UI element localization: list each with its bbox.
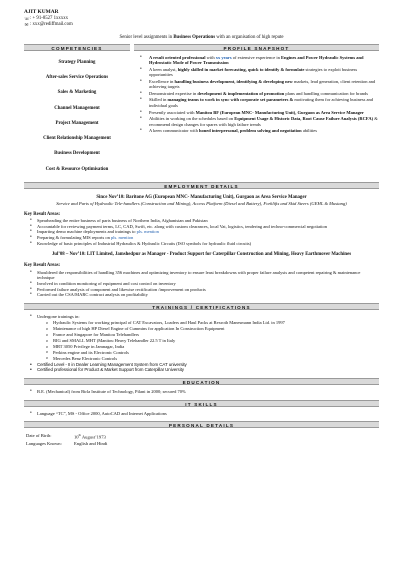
training-item bbox=[30, 314, 379, 361]
profile-bold: managing teams to work in sync with corporate set parameters & bbox=[167, 97, 294, 103]
dob-value bbox=[74, 433, 106, 441]
trainings-heading: TRAININGS / CERTIFICATIONS bbox=[24, 303, 379, 310]
profile-bold: Engines and Power Hydraulic Systems and Hydrostatic Mode of Power Transmission bbox=[149, 54, 364, 66]
profile-item bbox=[140, 116, 379, 127]
job1-kra-list bbox=[24, 218, 379, 246]
kra-text: Accountable for reviewing payment terms, LC, CAD, Swift, etc. along with custom clearances, local Vat, logistics, tendering and techno-commercial negotiation bbox=[37, 223, 327, 229]
personal-heading: PERSONAL DETAILS bbox=[24, 421, 379, 428]
email-line bbox=[24, 22, 379, 28]
job2-kra-label: Key Result Areas: bbox=[24, 263, 61, 269]
kra-text: Knowledge of basic principles of Industrial Hydraulics & Hydraulic Circuits (ISO symbols for hydraulic fluid circuits) bbox=[37, 240, 252, 246]
job1-subtitle: Service and Parts of Hydraulic Tele-handlers (Construction and Mining), Access Platform (Diesel and Battery), Forklifts and Skid Steers (GEHL & Mustang) bbox=[56, 201, 347, 207]
job1-kra-label: Key Result Areas: bbox=[24, 211, 61, 217]
profile-bold: development & implementation of promotion bbox=[197, 90, 285, 96]
objective-suffix: with an organisation of high repute bbox=[215, 34, 284, 40]
profile-text: Abilities in working on the schedules based on bbox=[149, 116, 235, 122]
education-heading: EDUCATION bbox=[24, 378, 379, 385]
training-subitem: o BIG and SMALL MHT (Manitou Heavy Telehandler 22.5 T in Italy bbox=[46, 338, 379, 344]
dob-month-year: August’1973 bbox=[80, 434, 106, 440]
employment-heading: EMPLOYMENT DETAILS bbox=[24, 182, 379, 189]
dob-day: 10 bbox=[74, 434, 79, 440]
training-intro: Undergone trainings in: bbox=[37, 314, 80, 320]
career-objective bbox=[24, 35, 379, 41]
kra-item: • Shouldered the responsibilities of handling 356 machines and optimizing inventory to ensure least breakdowns with proper failure analysis and competent repairing & maintenance technique bbox=[30, 270, 379, 281]
profile-text: & recommend design changes for spares with high failure trends bbox=[149, 116, 378, 127]
profile-bold: honed interpersonal, problem solving and negotiation bbox=[199, 128, 302, 134]
job2-kra-list bbox=[24, 270, 379, 298]
profile-text: Skilled in bbox=[149, 97, 168, 103]
competencies-heading: COMPETENCIES bbox=[24, 44, 130, 51]
objective-prefix: Senior level assignments in bbox=[119, 34, 174, 40]
profile-text: motivating them for achieving business and individual goals bbox=[149, 97, 373, 108]
profile-text: Demonstrated expertise in bbox=[149, 90, 198, 96]
competencies-column bbox=[24, 44, 130, 177]
competency-item: Business Development bbox=[54, 151, 100, 157]
kra-text: Imparting demo machine deployments and trainings to bbox=[37, 229, 137, 235]
competency-item: Sales & Marketing bbox=[57, 90, 97, 96]
objective-highlight: Business Operations bbox=[173, 34, 216, 40]
profile-item bbox=[140, 97, 379, 108]
profile-item bbox=[140, 79, 379, 90]
competency-item: After-sales Service Operations bbox=[45, 75, 109, 80]
training-subitem: o MRT 3050 Privilege in Jamnagar, India bbox=[46, 344, 379, 350]
training-subitem: o Maintenance of high HP Diesel Engine of Cummins for application In Construction Equipment bbox=[46, 326, 379, 332]
profile-text: A keen analyst, bbox=[149, 66, 178, 72]
profile-heading: PROFILE SNAPSHOT bbox=[134, 44, 379, 51]
training-sublist bbox=[37, 320, 379, 362]
dob-row bbox=[26, 433, 379, 441]
kra-item bbox=[30, 241, 379, 247]
profile-item bbox=[140, 55, 379, 66]
languages-label: Languages Known: bbox=[26, 441, 62, 447]
kra-accent: pls. mention bbox=[136, 229, 159, 235]
profile-text: of extensive experience in bbox=[231, 54, 281, 60]
profile-list bbox=[134, 51, 379, 134]
kra-item: • Carried out the CSA/MARC contract analysis on profitability bbox=[30, 292, 379, 298]
profile-text: A keen communicator with bbox=[149, 128, 199, 134]
profile-bold: A result oriented professional bbox=[149, 54, 206, 60]
competency-item: Strategy Planning bbox=[58, 59, 96, 65]
kra-text: Spearheading the entire business of parts business of Northern India, Afghanistan and Pakistan bbox=[37, 218, 208, 224]
it-skills-heading: IT SKILLS bbox=[24, 400, 379, 407]
job2-title: Jul’08 – Nov’10: LIT Limited, Jamshedpur as Manager - Product Support for Caterpillar Construction and Mining, Heavy Earthmover Machines bbox=[51, 252, 352, 258]
profile-text: abilities bbox=[301, 128, 318, 134]
profile-text: plans and handling communication for brands bbox=[284, 90, 369, 96]
competency-item: Channel Management bbox=[54, 105, 100, 111]
phone-number: : + 91-8527 1xxxxx bbox=[30, 15, 69, 21]
job1-title: Since Nov’10: Baritone AG (European MNC- Manufacturing Unit), Gurgaon as Area Service Manager bbox=[96, 195, 307, 201]
profile-item bbox=[140, 128, 379, 133]
it-skill-item: • Language “TC”, MS - Office 2000, AutoCAD and Internet Applications bbox=[30, 411, 379, 417]
profile-text: Excellence in bbox=[149, 78, 175, 84]
kra-item: • Involved in condition monitoring of equipment and cost control on inventory bbox=[30, 281, 379, 287]
profile-text: strategies to exploit business opportunities bbox=[149, 66, 358, 78]
competency-item: Project Management bbox=[55, 120, 99, 126]
profile-text: markets, lead generation, client retention and achieving targets bbox=[149, 78, 376, 90]
training-subitem: o Hydraulic Systems for working principal of CAT Excavators, Loaders and Haul Packs at Rexroth Manesmann India Ltd. in 1997 bbox=[46, 320, 379, 326]
kra-text: Preparing & formulating MIS reports on bbox=[37, 235, 111, 241]
competencies-list bbox=[24, 51, 130, 177]
dob-label: Date of Birth: bbox=[26, 433, 52, 439]
education-item: • B.E. (Mechanical) from Birla Institute of Technology, Pilani in 2000; secured 70% bbox=[30, 389, 379, 395]
profile-text: with bbox=[205, 54, 216, 60]
mail-icon: ✉ bbox=[24, 21, 29, 27]
profile-accent: xx years bbox=[215, 54, 232, 60]
it-skills-list bbox=[24, 411, 379, 417]
training-subitem: o France and Singapore for Manitou Telehandlers bbox=[46, 332, 379, 338]
email-address: : xxx@rediffmail.com bbox=[30, 21, 73, 27]
education-list bbox=[24, 389, 379, 395]
profile-bold: Manitou BF (European MNC- Manufacturing Unit), Gurgaon as Area Service Manager bbox=[195, 109, 364, 115]
languages-value: English and Hindi bbox=[74, 441, 108, 447]
phone-icon: ☏ bbox=[24, 15, 30, 21]
profile-bold: Equipment Usage & Historic Data, Root Cause Failure Analysis (RCFA) bbox=[234, 116, 374, 122]
competency-item: Cost & Resource Optimisation bbox=[45, 166, 109, 172]
certification-item: • Certified professional for Product & Market Support from Caterpillar University bbox=[30, 367, 379, 373]
trainings-list bbox=[24, 314, 379, 373]
profile-item bbox=[140, 91, 379, 96]
profile-bold: highly skilled in market forecasting, quick to identify & formulate bbox=[177, 66, 305, 72]
personal-details bbox=[24, 433, 379, 447]
profile-bold: handling business development, identifying & developing new bbox=[174, 78, 293, 84]
summary-section bbox=[24, 44, 379, 177]
languages-row bbox=[26, 441, 379, 447]
dob-suffix: th bbox=[78, 433, 81, 438]
profile-item bbox=[140, 110, 379, 115]
candidate-name: AJIT KUMAR bbox=[24, 9, 59, 15]
kra-item: • Performed failure analysis of component and likewise rectification /improvement on products bbox=[30, 287, 379, 293]
kra-accent: pls. mention bbox=[111, 235, 134, 241]
training-subitem: o Mercedes Benz Electronic Controls bbox=[46, 356, 379, 362]
competency-item: Client Relationship Management bbox=[43, 136, 111, 142]
profile-text: Presently associated with bbox=[149, 109, 196, 115]
training-subitem: o Perkins engine and its Electronic Controls bbox=[46, 350, 379, 356]
profile-item bbox=[140, 67, 379, 78]
certification-item: • Certified Level - II in Dealer Learning Management System from CAT university bbox=[30, 362, 379, 368]
profile-column bbox=[134, 44, 379, 177]
